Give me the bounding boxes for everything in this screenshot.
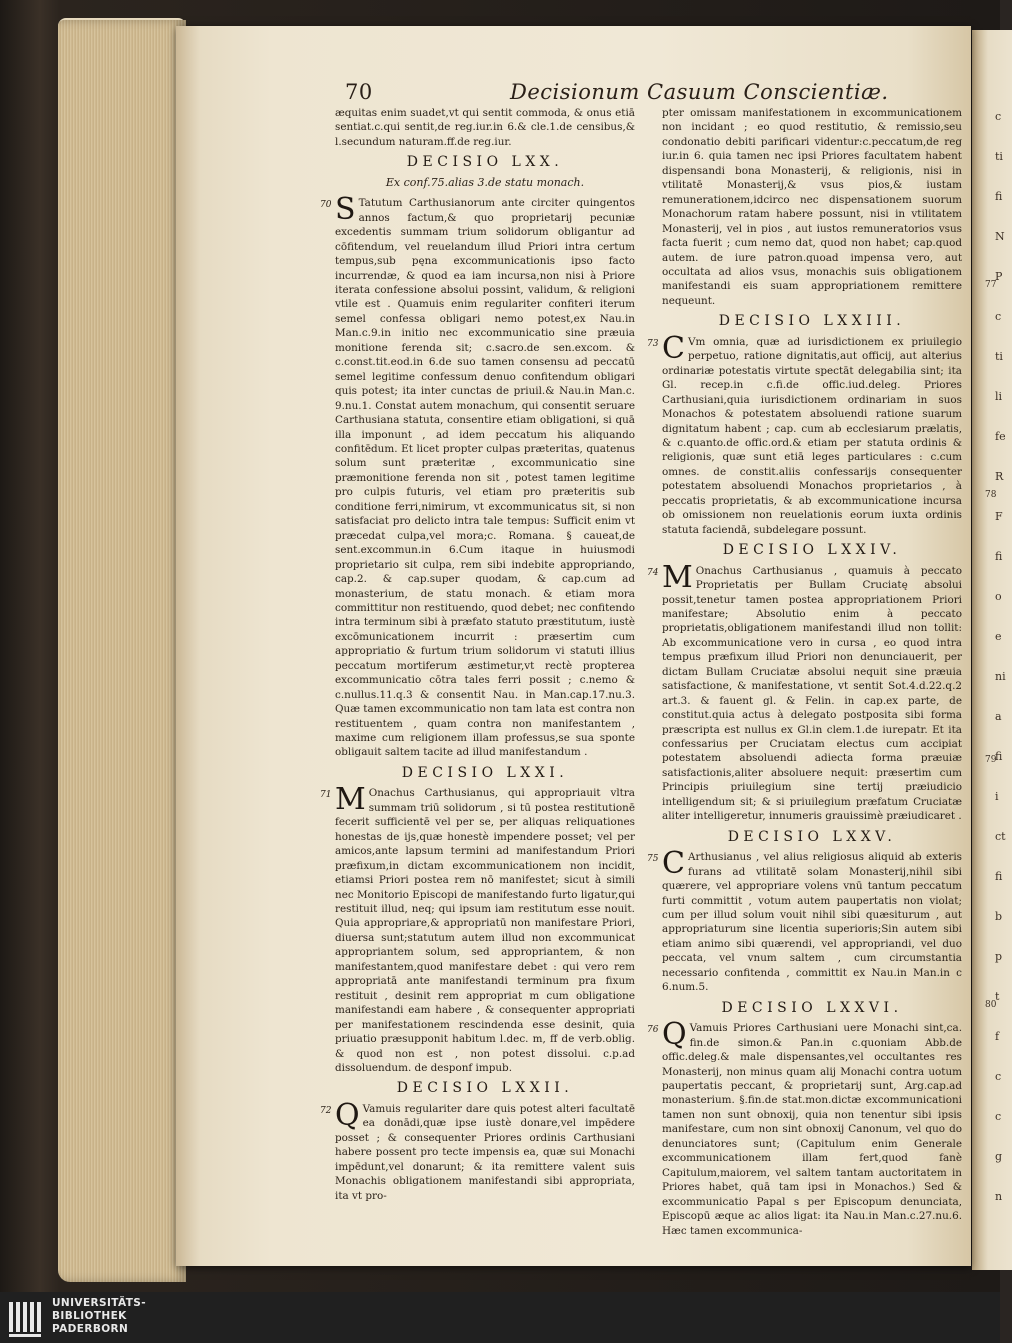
facing-page-fragment: i: [995, 790, 999, 803]
margin-number: 70: [320, 200, 332, 211]
paragraph-text: Arthusianus , vel alius religiosus aliquid ab exteris furans ad vtilitatē solam Monasterij,nihil sibi quærere, vel appropriare volens vnū tantum peccatum furti committit , votum autem paupertatis non violat; cum per illud solum vouit nihil sibi quæsiturum , aut appropriaturum sine licentia superioris;Sin autem sibi etiam animo sibi quærendi, vel appropriandi, vel duo peccata, vel vnum saltem , cum circumstantia necessario confitenda , committit ex Nau.in Man.in c 6.num.5.: [662, 851, 962, 994]
right-intro: pter omissam manifestationem in excommunicationem non incidant ; eo quod restitutio, & remissio,seu condonatio debiti parificari videntur:c.peccatum,de reg iur.in 6. quia tamen nec ipsi Priores facultatem habent dispensandi bona Monasterij, & religionis, nisi in vtilitatē Monasterij,& vsus pios,& iustam remunerationem,idcirco nec dispensationem suorum Monachorum ratam habere possunt, nisi in vtilitatem Monasterij, vel in pios , aut iustos remuneratorios vsus facta fuerit ; cum nemo dat, quod non habet; cap.quod autem. de iure patron.quoad impensa vero, aut occultata ad alios vsus, monachis suis obligationem manifestandi eis suam appropriationem remittere nequeunt.: [662, 107, 962, 307]
facing-page-fragment: fi: [995, 550, 1003, 563]
drop-cap: C: [662, 846, 685, 882]
facing-page-fragment: c: [995, 310, 1002, 323]
footer-line-1: UNIVERSITÄTS-: [52, 1297, 147, 1309]
paragraph-text: Vm omnia, quæ ad iurisdictionem ex priuilegio perpetuo, ratione dignitatis,aut officij, aut alterius ordinariæ potestatis virtute spectāt delegabilia sint; ita Gl. recep.in c.fi.de offic.iud.deleg. Priores Carthusiani,quia iurisdictionem ordinariam in suos Monachos & potestatem absoluendi ratione suarum dignitatum habent ; cap. cum ab ecclesiarum prælatis, & c.quanto.de offic.ord.& etiam per statuta ordinis & religionis, quæ sunt etiā leges particulares : c.cum omnes. de constit.aliis confessarijs consequenter potestatem absoluendi Monachos proprietarios , à peccatis proprietatis, & ab excommunicatione incursa ob omissionem non reuelationis eorum iuxta ordinis statuta faciendā, subdelegare possunt.: [662, 335, 962, 536]
facing-page-fragment: li: [995, 390, 1003, 403]
drop-cap: S: [335, 192, 356, 228]
facing-page-fragment: ti: [995, 150, 1003, 163]
drop-cap: M: [335, 782, 366, 818]
facing-page-margin-number: 80: [985, 1000, 997, 1010]
facing-page-fragment: c: [995, 1070, 1002, 1083]
drop-cap: C: [662, 330, 685, 366]
decisio-71-paragraph: [320, 782, 635, 1075]
left-column: [320, 106, 635, 1203]
section-heading: DECISIO LXX.: [406, 154, 564, 171]
section-heading: DECISIO LXXV.: [727, 828, 897, 845]
drop-cap: Q: [662, 1017, 687, 1053]
section-heading: DECISIO LXXII.: [396, 1080, 574, 1097]
facing-page-fragment: c: [995, 1110, 1002, 1123]
drop-cap: Q: [335, 1097, 360, 1133]
running-title: Decisionum Casuum Conscientiæ.: [510, 80, 889, 104]
margin-number: 75: [647, 854, 659, 865]
decisio-74-paragraph: [647, 559, 962, 824]
facing-page-fragment: f: [995, 1030, 1000, 1043]
drop-cap: M: [662, 559, 693, 595]
page-number: 70: [345, 80, 373, 104]
facing-page-fragment: e: [995, 630, 1002, 643]
facing-page-fragment: fe: [995, 430, 1006, 443]
paragraph-text: Onachus Carthusianus , quamuis à peccato Proprietatis per Bullam Cruciatę absolui possit,tenetur tamen postea appropriationem Priori manifestare; Absolutio enim à peccato proprietatis,obligationem manifestandi illud non tollit: Ab excommunicatione vero in cursa , eo quod intra tempus præfixum illud Priori non denunciauerit, per dictam Bullam Cruciatæ absolui nequit sine præuia satisfactione, & manifestatione, vt sentit Sot.4.d.22.q.2 art.3. & fauent gl. & Felin. in cap.ex parte, de constitut.quia actus à delegato postposita sibi forma præscripta est nullus ex Gl.in clem.1.de iurepatr. Et ita confessarius per Cruciatam electus cum accipiat potestatem absoluendi adiecta forma præuiæ satisfactionis,aliter absoluere nequit: præsertim cum Principis priuilegium sine tertij præiudicio intelligendum sit; & si priuilegium præfatum Cruciatæ aliter intelligeretur, innumeris grauissimè præiudicaret .: [662, 564, 962, 823]
facing-page-fragment: ti: [995, 350, 1003, 363]
facing-page-fragment: a: [995, 710, 1002, 723]
paragraph-text: Onachus Carthusianus, qui appropriauit vltra summam triū solidorum , si tū postea restitutionē fecerit sufficientē vel per se, per aliquas reliquationes honestas de ijs,quæ honestè impendere posset; vel per amicos,ante lapsum termini ad manifestandum Priori præfixum,in dictam excommunicationem non incidit, etiamsi Priori postea rem nō manifestet; sicut à simili nec Monitorio Episcopi de manifestando furto ligatur,qui restituit illud, neq; qui ipsum iam restitutum esse nouit. Quia appropriare,& appropriatū non manifestare Priori, diuersa sunt;statutum autem illud non excommunicat appropriantem solum, sed appropriantem, & non manifestantem,quod manifestare debet : qui vero rem appropriatā ante manifestandi terminum pra fixum restituit , desinit rem appropriat m cum obligatione manifestandi eam habere , & consequenter appropriati per manifestationem rescindenda esse desinit, quia priuatio præsupponit habitum l.dec. m, ff de verb.oblig. & quod non est , non potest dissolui. c.p.ad dissoluendum. de desponf impub.: [335, 787, 635, 1074]
facing-page-fragment: g: [995, 1150, 1003, 1163]
footer-bar: [0, 1292, 1000, 1343]
decisio-76-paragraph: [647, 1017, 962, 1238]
facing-page-fragment: ct: [995, 830, 1006, 843]
facing-page-margin-number: 79: [985, 755, 997, 765]
facing-page-fragment: F: [995, 510, 1003, 523]
facing-page-fragment: fi: [995, 870, 1003, 883]
section-heading: DECISIO LXXIII.: [718, 313, 906, 330]
margin-number: 74: [647, 567, 659, 578]
paragraph-text: Vamuis Priores Carthusiani uere Monachi sint,ca. fin.de simon.& Pan.in c.quoniam Abb.de offic.deleg.& male dispensantes,vel occultantes res Monasterij, non minus quam alij Monachi contra uotum paupertatis peccant, & proprietarij sunt, Arg.cap.ad monasterium. §.fin.de stat.mon.dictæ excommunicationi tamen non sunt obnoxij, quia non tenentur sibi ipsis manifestare, cum non sint obnoxij Canonum, vel quo do denunciatores sunt; (Capitulum enim Generale excommunicationem illam fert,quod fanè Capitulum,maiorem, vel saltem tantam auctoritatem in Priores habet, quā tam ipsi in Monachos.) Sed & excommunicatio Papal s per Episcopum denunciata, Episcopū æque ac alios ligat: ita Nau.in Man.c.27.nu.6. Hæc tamen excommunica-: [662, 1022, 962, 1237]
book-page-edges: [58, 20, 186, 1282]
paragraph-text: Vamuis regulariter dare quis potest alteri facultatē ea donādi,quæ ipse iustè donare,vel impēdere posset ; & consequenter Priores ordinis Carthusiani habere possent pro tecte impensis ea, quæ sui Monachi impēdunt,vel donarunt; & ita remittere valent suis Monachis obligationem manifestandi sibi appropriata, ita vt pro-: [335, 1102, 635, 1202]
facing-page-fragment: fi: [995, 190, 1003, 203]
university-logo-icon: [8, 1300, 42, 1338]
margin-number: 73: [647, 338, 659, 349]
section-subheading: Ex conf.75.alias 3.de statu monach.: [385, 175, 585, 189]
decisio-75-paragraph: [647, 846, 962, 995]
facing-page-margin-number: 78: [985, 490, 997, 500]
decisio-72-paragraph: [320, 1097, 635, 1203]
decisio-73-paragraph: [647, 330, 962, 537]
margin-number: 72: [320, 1105, 332, 1116]
facing-page-fragment: ni: [995, 670, 1006, 683]
right-column: [647, 106, 962, 1238]
margin-number: 76: [647, 1025, 659, 1036]
facing-page-margin-number: 77: [985, 280, 997, 290]
decisio-70-paragraph: [320, 192, 635, 760]
footer-line-2: BIBLIOTHEK: [52, 1310, 127, 1322]
paragraph-text: Tatutum Carthusianorum ante circiter quingentos annos factum,& quo proprietarij pecuniæ excedentis summam trium solidorum obligantur ad cōfitendum, vel reuelandum illud Priori intra certum tempus,sub pęna excommunicationis ipso facto incurrendæ, & quod ea iam incursa,non nisi à Priore iterata confessione absolui possint, validum, & religioni vtile est . Quamuis enim regulariter confiteri iterum semel confessa obligari nemo potest,ex Nau.in Man.c.9.in initio nec excommunicatio sine præuia monitione ferenda sit; c.sacro.de sen.excom. & c.const.tit.eod.in 6.de suo tamen consensu ad peccatū semel legitime confessum denuo confitendum obligari quis potest; ita inter cunctas de priuil.& Nau.in Man.c. 9.nu.1. Constat autem monachum, qui consentit seruare Carthusiana statuta, consentire etiam obligationi, si quā illa imponunt , ad idem peccatum his aliquando confitēdum. Et licet propter culpas præteritas, quatenus solum sunt præteritæ , excommunicatio sine præmonitione ferenda non sit , potest tamen legitime pro culpis futuris, vel etiam pro præteritis sub conditione ferri,nimirum, vt excommunicatus sit, si non satisfaciat pro delicto intra tale tempus: Sufficit enim vt præcedat culpa,vel mora;c. Romana. § caueat,de sent.excommun.in 6.Cum itaque in huiusmodi proprietario sit culpa, rem sibi indebite appropriando, cap.2. & cap.super quodam, & cap.cum ad monasterium, de statu monach. & etiam mora committitur non restituendo, quod debet; nec confitendo intra terminum sibi à præfato statuto præstitutum, iustè excōmunicationem incurrit : præsertim cum appropriatio & furtum trium solidorum vi statuti illius peccatum mortiferum æstimetur,vt rectè propterea excommunicatio cōtra tales ferri possit ; c.nemo & c.nullus.11.q.3 & consentit Nau. in Man.cap.17.nu.3. Quæ tamen excommunicatio non tam lata est contra non restituentem , quam contra non manifestantem , maxime cum religionem illam professus,se sua sponte obligauit saltem tacite ad illud manifestandum .: [335, 197, 635, 759]
facing-page-fragment: n: [995, 1190, 1003, 1203]
section-heading: DECISIO LXXI.: [401, 764, 569, 781]
facing-page-fragment: b: [995, 910, 1003, 923]
margin-number: 71: [320, 790, 332, 801]
facing-page-fragment: N: [995, 230, 1005, 243]
footer-line-3: PADERBORN: [52, 1323, 129, 1335]
facing-page-fragment: fi: [995, 750, 1003, 763]
facing-page-fragment: c: [995, 110, 1002, 123]
section-heading: DECISIO LXXVI.: [721, 999, 903, 1016]
left-intro: æquitas enim suadet,vt qui sentit commoda, & onus etiā sentiat.c.qui sentit,de reg.iur.in 6.& cle.1.de censibus,& l.secundum naturam.ff.de reg.iur.: [335, 107, 635, 148]
section-heading: DECISIO LXXIV.: [722, 542, 902, 559]
facing-page-edge: [972, 30, 1012, 1270]
facing-page-fragment: p: [995, 950, 1003, 963]
facing-page-fragment: R: [995, 470, 1004, 483]
facing-page-fragment: o: [995, 590, 1002, 603]
facing-page-fragment: P: [995, 270, 1003, 283]
facing-page-fragment: t: [995, 990, 1000, 1003]
